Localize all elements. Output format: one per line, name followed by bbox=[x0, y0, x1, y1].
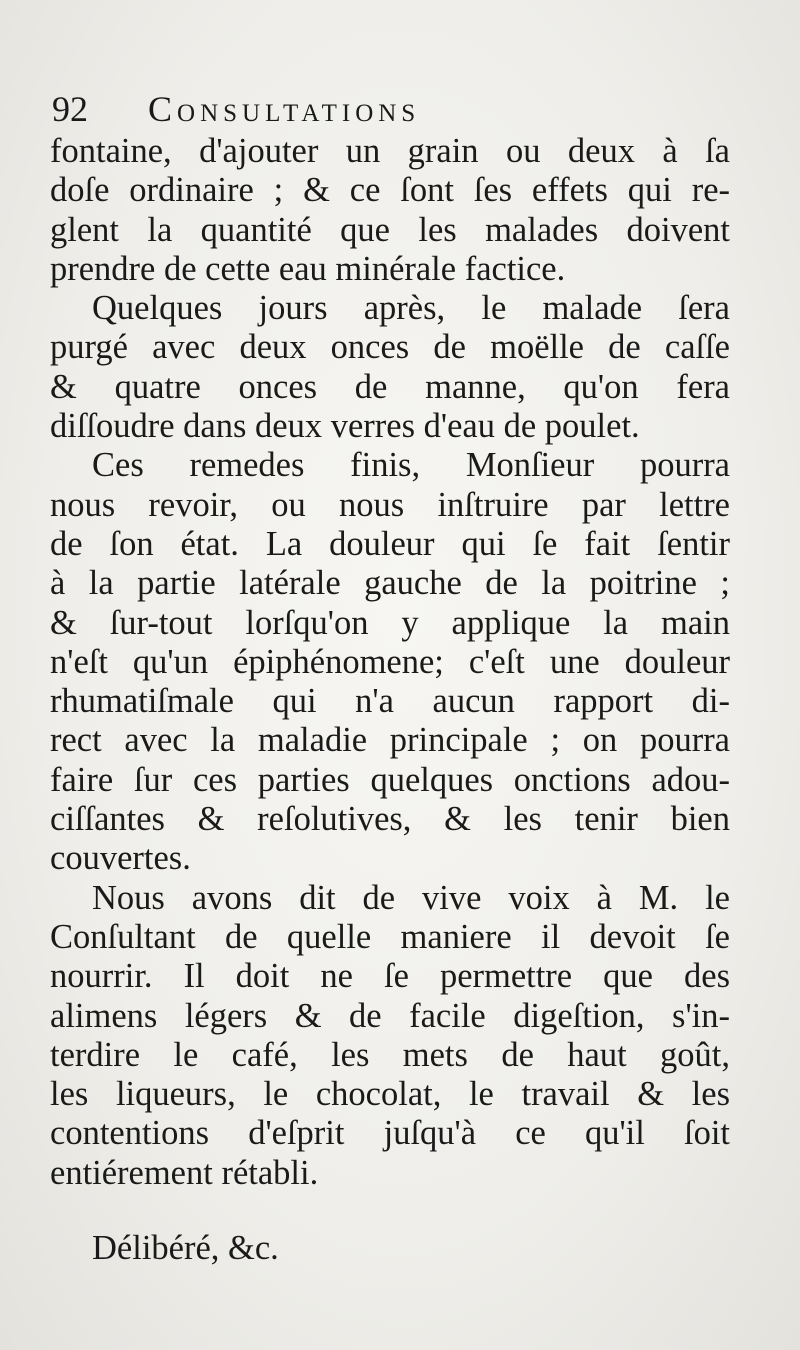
text-line: n'eſt qu'un épiphénomene; c'eſt une douleur bbox=[50, 642, 730, 681]
body-text bbox=[50, 132, 730, 1193]
text-line: couvertes. bbox=[50, 839, 191, 878]
text-line: doſe ordinaire ; & ce ſont ſes effets qui re- bbox=[50, 171, 730, 210]
text-line: terdire le café, les mets de haut goût, bbox=[50, 1035, 730, 1074]
text-line: purgé avec deux onces de moëlle de caſſe bbox=[50, 328, 730, 367]
text-line: diſſoudre dans deux verres d'eau de poulet. bbox=[50, 407, 640, 446]
text-line: de ſon état. La douleur qui ſe fait ſentir bbox=[50, 524, 730, 563]
text-line: contentions d'eſprit juſqu'à ce qu'il ſoit bbox=[50, 1114, 730, 1153]
page-number: 92 bbox=[52, 89, 88, 129]
text-line: entiérement rétabli. bbox=[50, 1153, 319, 1192]
text-line: les liqueurs, le chocolat, le travail & les bbox=[50, 1075, 730, 1114]
text-line: Ces remedes finis, Monſieur pourra bbox=[92, 446, 730, 485]
text-line: Conſultant de quelle maniere il devoit ſe bbox=[50, 917, 730, 956]
text-line: Nous avons dit de vive voix à M. le bbox=[92, 878, 730, 917]
text-line: prendre de cette eau minérale factice. bbox=[50, 249, 566, 288]
text-line: rhumatiſmale qui n'a aucun rapport di- bbox=[50, 682, 730, 721]
text-line: nourrir. Il doit ne ſe permettre que des bbox=[50, 957, 730, 996]
page-header bbox=[52, 88, 612, 134]
text-line: ciſſantes & reſolutives, & les tenir bien bbox=[50, 800, 730, 839]
running-head: Consultations bbox=[148, 89, 421, 129]
text-line: Quelques jours après, le malade ſera bbox=[92, 289, 730, 328]
text-line: faire ſur ces parties quelques onctions adou- bbox=[50, 760, 730, 799]
text-line: nous revoir, ou nous inſtruire par lettre bbox=[50, 485, 730, 524]
text-line: rect avec la maladie principale ; on pourra bbox=[50, 721, 730, 760]
text-line: & ſur-tout lorſqu'on y applique la main bbox=[50, 603, 730, 642]
text-line: fontaine, d'ajouter un grain ou deux à ſa bbox=[50, 132, 730, 170]
text-line: alimens légers & de facile digeſtion, s'in- bbox=[50, 996, 730, 1035]
text-line: à la partie latérale gauche de la poitrine ; bbox=[50, 564, 730, 603]
text-line: & quatre onces de manne, qu'on fera bbox=[50, 367, 730, 406]
signoff: Délibéré, &c. bbox=[92, 1229, 279, 1267]
text-line: glent la quantité que les malades doivent bbox=[50, 210, 730, 249]
